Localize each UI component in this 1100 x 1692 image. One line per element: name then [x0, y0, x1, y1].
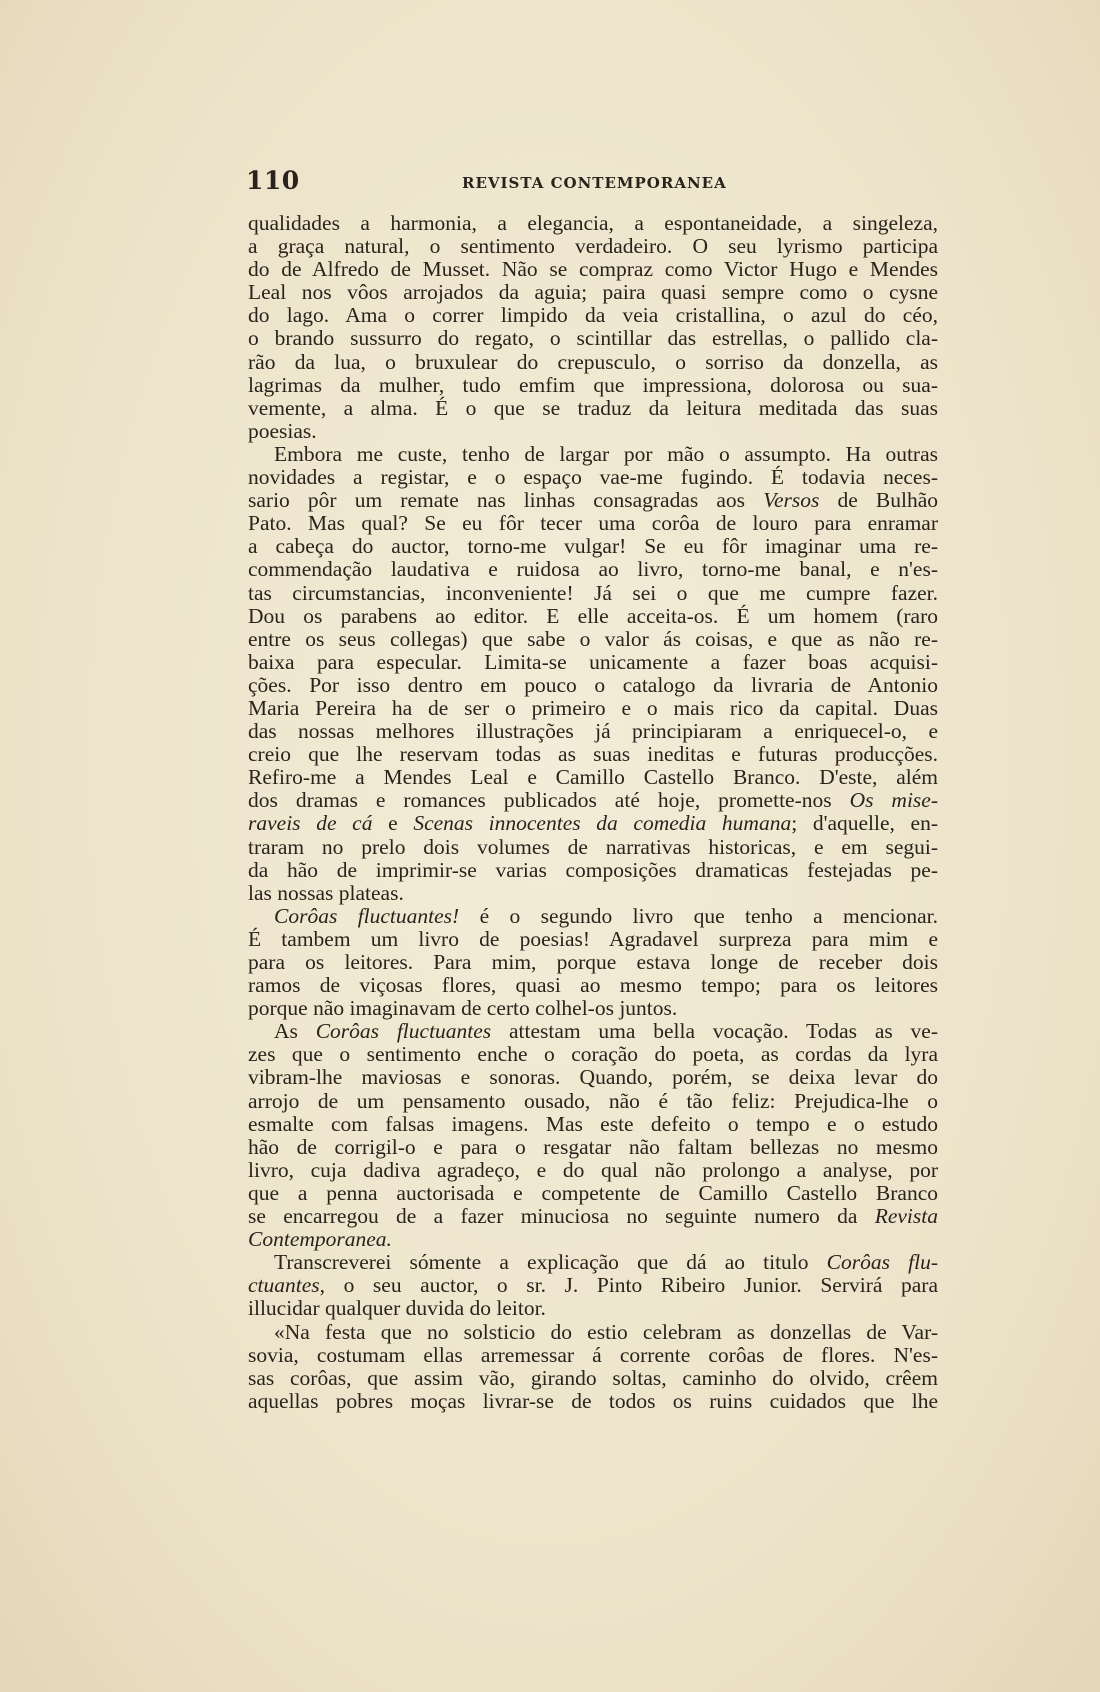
- text-line: dos dramas e romances publicados até hoje, promette-nos Os mise-: [248, 788, 938, 813]
- text-line: das nossas melhores illustrações já principiaram a enriquecel-o, e: [248, 719, 938, 744]
- italic-title: Corôas fluctuantes: [315, 1019, 492, 1044]
- body-text: [248, 212, 938, 1413]
- text-line: baixa para especular. Limita-se unicamente a fazer boas acquisi-: [248, 649, 938, 674]
- italic-title: raveis de cá: [248, 811, 373, 836]
- text-line: las nossas plateas.: [248, 880, 404, 905]
- text-line: lagrimas da mulher, tudo emfim que impressiona, dolorosa ou sua-: [248, 372, 938, 397]
- italic-title: Versos: [763, 488, 820, 513]
- text-line: novidades a registar, e o espaço vae-me fugindo. É todavia neces-: [248, 465, 938, 490]
- text-line: se encarregou de a fazer minuciosa no seguinte numero da Revista: [248, 1204, 938, 1229]
- italic-title: Contemporanea.: [248, 1227, 392, 1252]
- text-line: a graça natural, o sentimento verdadeiro. O seu lyrismo participa: [248, 234, 938, 259]
- page-number: 110: [246, 166, 300, 195]
- text-line: aquellas pobres moças livrar-se de todos os ruins cuidados que lhe: [248, 1388, 938, 1413]
- text-line: [248, 1228, 938, 1251]
- text-line: Transcreverei sómente a explicação que dá ao titulo Corôas flu-: [274, 1250, 938, 1275]
- italic-title: Scenas innocentes da comedia humana: [413, 811, 792, 836]
- text-line: Pato. Mas qual? Se eu fôr tecer uma corôa de louro para enramar: [248, 511, 938, 536]
- text-line: sas corôas, que assim vão, girando soltas, caminho do olvido, crêem: [248, 1365, 938, 1390]
- text-line: do lago. Ama o correr limpido da veia cristallina, o azul do céo,: [248, 303, 938, 328]
- text-line: Dou os parabens ao editor. E elle acceita-os. É um homem (raro: [248, 603, 938, 628]
- text-line: «Na festa que no solsticio do estio celebram as donzellas de Var-: [274, 1319, 938, 1344]
- text-line: Leal nos vôos arrojados da aguia; paira quasi sempre como o cysne: [248, 280, 938, 305]
- text-line: da hão de imprimir-se varias composições dramaticas festejadas pe-: [248, 857, 938, 882]
- text-line: hão de corrigil-o e para o resgatar não faltam bellezas no mesmo: [248, 1134, 938, 1159]
- text-line: para os leitores. Para mim, porque estava longe de receber dois: [248, 950, 938, 974]
- text-line: entre os seus collegas) que sabe o valor ás coisas, e que as não re-: [248, 626, 938, 651]
- text-line: poesias.: [248, 418, 317, 443]
- text-line: sario pôr um remate nas linhas consagradas aos Versos de Bulhão: [248, 488, 938, 513]
- text-line: É tambem um livro de poesias! Agradavel surpreza para mim e: [248, 926, 938, 951]
- text-line: commendação laudativa e ruidosa ao livro, torno-me banal, e n'es-: [248, 557, 938, 582]
- text-line: vibram-lhe maviosas e sonoras. Quando, porém, se deixa levar do: [248, 1065, 938, 1090]
- text-line: creio que lhe reservam todas as suas ineditas e futuras producções.: [248, 742, 938, 767]
- text-line: raveis de cá e Scenas innocentes da comedia humana; d'aquelle, en-: [248, 811, 939, 836]
- text-line: porque não imaginavam de certo colhel-os juntos.: [248, 996, 678, 1021]
- paragraph: [248, 905, 938, 1020]
- running-head: REVISTA CONTEMPORANEA: [462, 174, 727, 192]
- text-line: ctuantes, o seu auctor, o sr. J. Pinto Ribeiro Junior. Servirá para: [248, 1273, 938, 1298]
- text-line: do de Alfredo de Musset. Não se compraz como Victor Hugo e Mendes: [248, 257, 938, 282]
- text-line: o brando sussurro do regato, o scintillar das estrellas, o pallido cla-: [248, 326, 938, 351]
- text-line: que a penna auctorisada e competente de Camillo Castello Branco: [248, 1180, 938, 1205]
- text-line: livro, cuja dadiva agradeço, e do qual não prolongo a analyse, por: [248, 1157, 938, 1182]
- paragraph: [248, 1321, 938, 1413]
- text-line: qualidades a harmonia, a elegancia, a espontaneidade, a singeleza,: [248, 211, 938, 235]
- text-line: vemente, a alma. É o que se traduz da leitura meditada das suas: [248, 395, 938, 420]
- text-line: Refiro-me a Mendes Leal e Camillo Castello Branco. D'este, além: [248, 765, 938, 790]
- italic-title: Corôas fluctuantes!: [274, 903, 460, 928]
- paragraph: [248, 212, 938, 443]
- paragraph: [248, 1020, 938, 1251]
- page-header: [246, 166, 936, 200]
- text-line: illucidar qualquer duvida do leitor.: [248, 1296, 546, 1321]
- text-line: Corôas fluctuantes! é o segundo livro que tenho a mencionar.: [274, 903, 938, 928]
- text-line: Embora me custe, tenho de largar por mão o assumpto. Ha outras: [274, 441, 938, 466]
- text-line: Maria Pereira ha de ser o primeiro e o mais rico da capital. Duas: [248, 695, 938, 720]
- italic-title: ctuantes: [248, 1273, 320, 1298]
- text-line: As Corôas fluctuantes attestam uma bella vocação. Todas as ve-: [274, 1019, 938, 1044]
- paragraph: [248, 1251, 938, 1320]
- text-line: zes que o sentimento enche o coração do poeta, as cordas da lyra: [248, 1042, 938, 1067]
- italic-title: Revista: [874, 1204, 938, 1229]
- italic-title: Os mise-: [849, 788, 938, 813]
- italic-title: Corôas flu-: [826, 1250, 938, 1275]
- text-line: tas circumstancias, inconveniente! Já sei o que me cumpre fazer.: [248, 580, 938, 605]
- text-line: arrojo de um pensamento ousado, não é tão feliz: Prejudica-lhe o: [248, 1088, 938, 1113]
- text-line: sovia, costumam ellas arremessar á corrente corôas de flores. N'es-: [248, 1342, 938, 1367]
- text-line: rão da lua, o bruxulear do crepusculo, o sorriso da donzella, as: [248, 349, 938, 374]
- paragraph: [248, 443, 938, 905]
- text-line: ções. Por isso dentro em pouco o catalogo da livraria de Antonio: [248, 672, 938, 697]
- text-line: a cabeça do auctor, torno-me vulgar! Se eu fôr imaginar uma re-: [248, 534, 938, 559]
- text-line: esmalte com falsas imagens. Mas este defeito o tempo e o estudo: [248, 1111, 938, 1136]
- text-line: traram no prelo dois volumes de narrativas historicas, e em segui-: [248, 834, 938, 859]
- text-line: ramos de viçosas flores, quasi ao mesmo tempo; para os leitores: [248, 973, 938, 998]
